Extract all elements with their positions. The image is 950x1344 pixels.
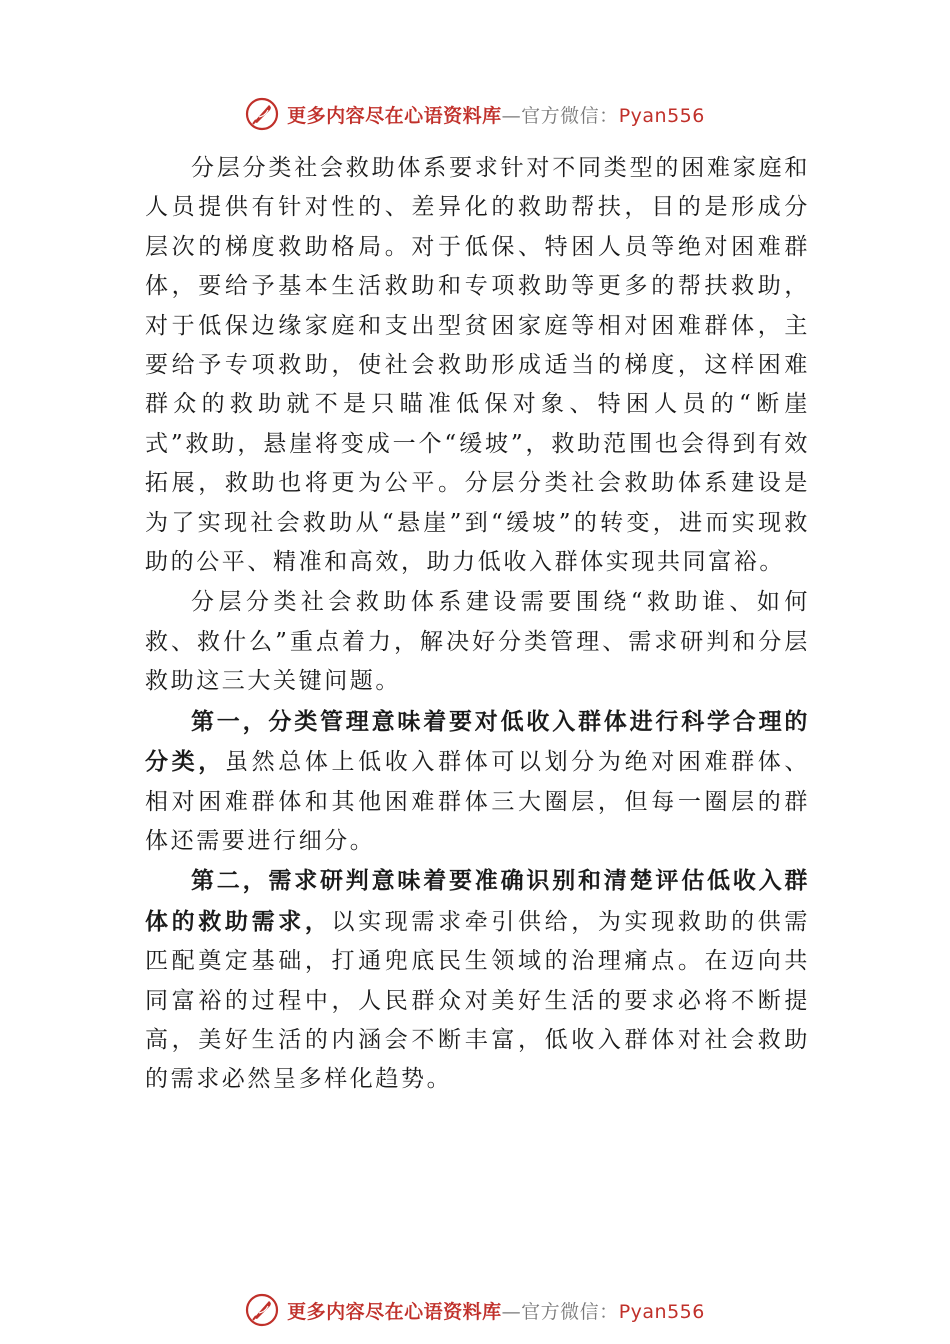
paragraph-4-lead: 第二，需求研判意味着要准确识别和清楚评估低收入群体的救助需求， [145,867,810,935]
quill-pen-logo-icon [245,97,279,131]
paragraph-3-lead: 第一，分类管理意味着要对低收入群体进行科学合理的分类， [145,707,810,776]
watermark-separator: — [501,104,522,127]
watermark-text [287,101,705,128]
watermark-wechat-id: Pyan556 [618,1300,705,1323]
footer-watermark [0,1290,950,1330]
paragraph-2 [145,582,810,701]
paragraph-1-text: 分层分类社会救助体系要求针对不同类型的困难家庭和人员提供有针对性的、差异化的救助帮扶，目的是形成分层次的梯度救助格局。对于低保、特困人员等绝对困难群体，要给予基本生活救助和专项救助等更多的帮扶救助，对于低保边缘家庭和支出型贫困家庭等相对困难群体，主要给予专项救助，使社会救助形成适当的梯度，这样困难群众的救助就不是只瞄准低保对象、特困人员的“断崖式”救助，悬崖将变成一个“缓坡”，救助范围也会得到有效拓展，救助也将更为公平。分层分类社会救助体系建设是为了实现社会救助从“悬崖”到“缓坡”的转变，进而实现救助的公平、精准和高效，助力低收入群体实现共同富裕。 [145,155,810,576]
paragraph-4 [145,861,810,1099]
watermark-brand: 更多内容尽在心语资料库 [287,104,502,127]
watermark-wechat-id: Pyan556 [618,104,705,127]
watermark-brand: 更多内容尽在心语资料库 [287,1300,502,1323]
quill-pen-logo-icon [245,1293,279,1327]
header-watermark [0,94,950,134]
watermark-text [287,1297,705,1324]
paragraph-4-text: 以实现需求牵引供给，为实现救助的供需匹配奠定基础，打通兜底民生领域的治理痛点。在迈向共同富裕的过程中，人民群众对美好生活的要求必将不断提高，美好生活的内涵会不断丰富，低收入群体对社会救助的需求必然呈多样化趋势。 [145,908,810,1093]
watermark-label: 官方微信： [521,1300,619,1323]
watermark-separator: — [501,1300,522,1323]
paragraph-3 [145,702,810,862]
watermark-label: 官方微信： [521,104,619,127]
paragraph-1 [145,148,810,582]
paragraph-3-text: 虽然总体上低收入群体可以划分为绝对困难群体、相对困难群体和其他困难群体三大圈层，但每一圈层的群体还需要进行细分。 [145,749,810,854]
paragraph-2-text: 分层分类社会救助体系建设需要围绕“救助谁、如何救、救什么”重点着力，解决好分类管理、需求研判和分层救助这三大关键问题。 [145,589,810,695]
document-body [145,148,810,1100]
